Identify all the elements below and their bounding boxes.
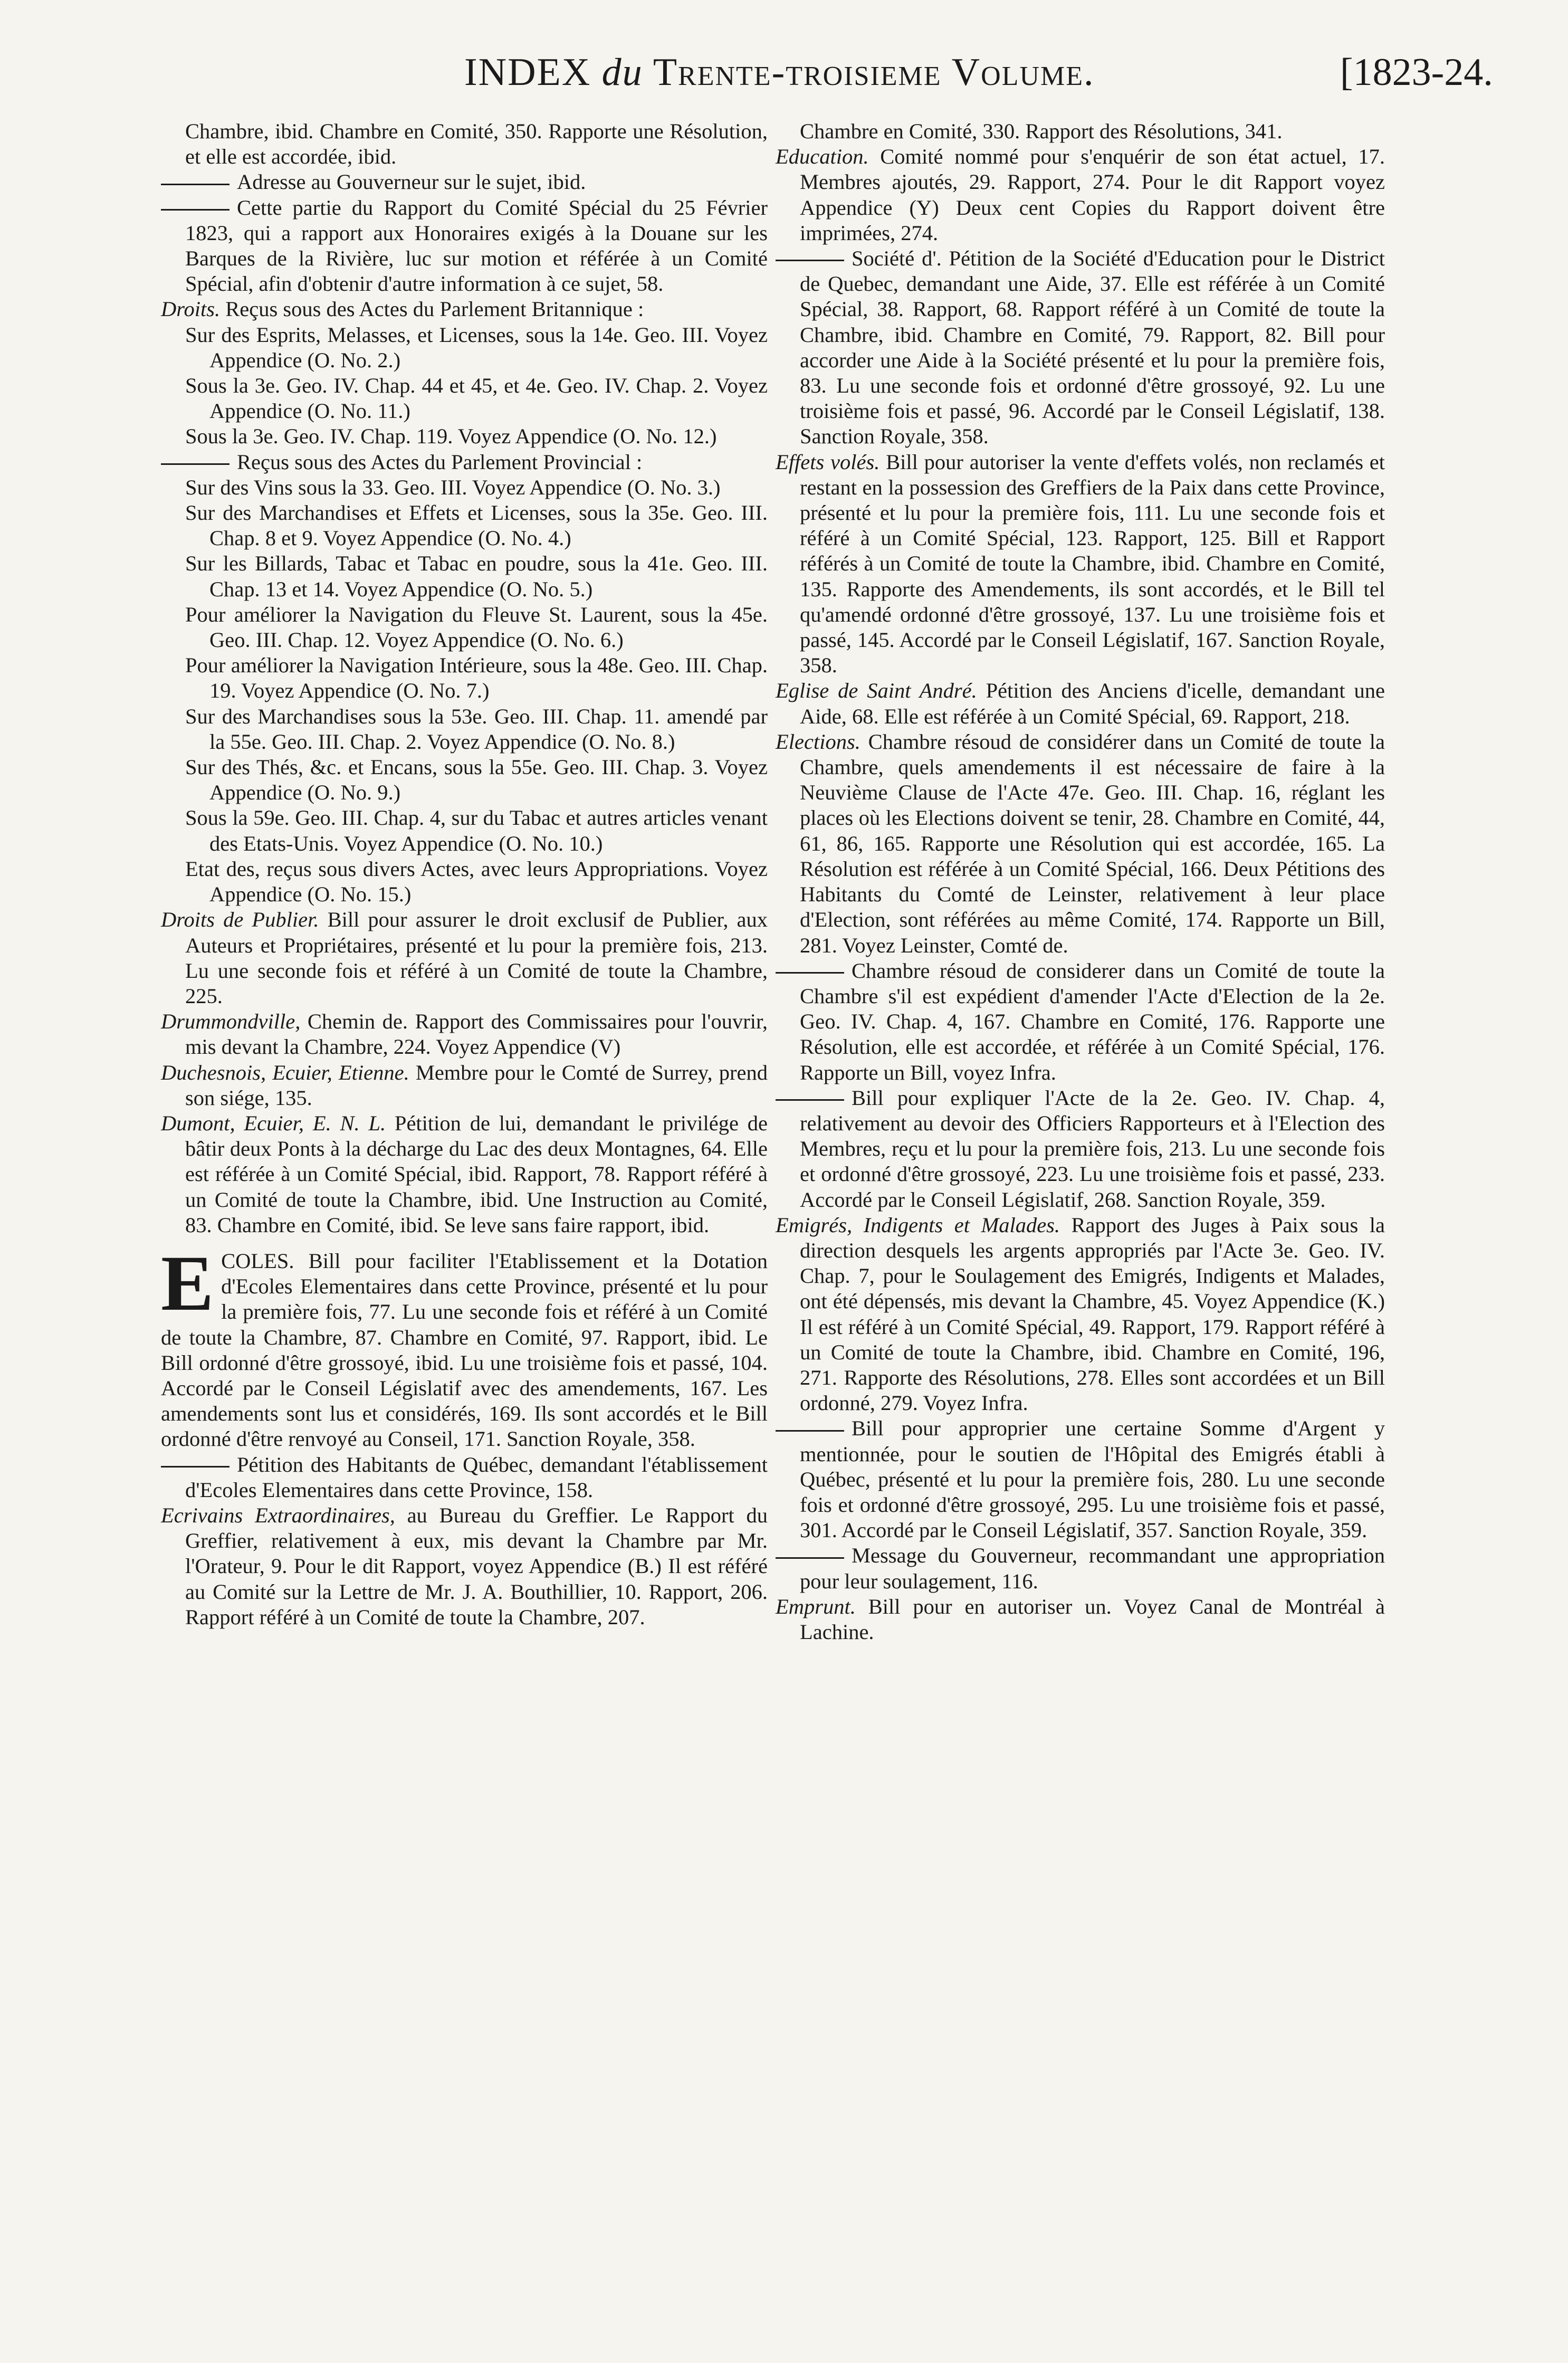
ditto-dash: [776, 1099, 844, 1101]
entry-text: Sur des Vins sous la 33. Geo. III. Voyez Appendice (O. No. 3.): [185, 475, 721, 499]
index-entry: [776, 678, 1385, 729]
entry-text: Sur les Billards, Tabac et Tabac en poudre, sous la 41e. Geo. III. Chap. 13 et 14. Voyez Appendice (O. No. 5.): [185, 551, 768, 601]
entry-text: Comité nommé pour s'enquérir de son état actuel, 17. Membres ajoutés, 29. Rapport, 274. Pour le dit Rapport voyez Appendice (Y) Deux cent Copies du Rapport doivent être imprimées, 274.: [800, 145, 1385, 245]
index-entry: [776, 1543, 1385, 1594]
ditto-dash: [776, 260, 844, 261]
entry-text: Message du Gouverneur, recommandant une appropriation pour leur soulagement, 116.: [800, 1543, 1385, 1593]
entry-text: Sur des Marchandises sous la 53e. Geo. III. Chap. 11. amendé par la 55e. Geo. III. Chap. 2. Voyez Appendice (O. No. 8.): [185, 704, 768, 754]
entry-text: Sous la 59e. Geo. III. Chap. 4, sur du Tabac et autres articles venant des Etats-Unis. Voyez Appendice (O. No. 10.): [185, 806, 768, 855]
ditto-dash: [776, 972, 844, 974]
index-entry: [776, 246, 1385, 450]
entry-text: Pour améliorer la Navigation du Fleuve St. Laurent, sous la 45e. Geo. III. Chap. 12. Voyez Appendice (O. No. 6.): [185, 602, 768, 652]
index-entry: [161, 653, 768, 703]
entry-text: Reçus sous des Actes du Parlement Britannique :: [220, 297, 644, 321]
index-entry: [776, 729, 1385, 958]
entry-term: Emigrés, Indigents et Malades.: [776, 1213, 1060, 1237]
index-entry: [161, 907, 768, 1009]
entry-term: Drummondville,: [161, 1009, 301, 1034]
entry-term: Effets volés.: [776, 450, 880, 474]
ecoles-text: Bill pour faciliter l'Etablissement et la Dotation d'Ecoles Elementaires dans cette Province, présenté et lu pour la première fois, 77. Lu une seconde fois et référé à un Comité de toute la Chambre, 87. Chambre en Comité, 97. Rapport, ibid. Le Bill ordonné d'être grossoyé, ibid. Lu une troisième fois et passé, 104. Accordé par le Conseil Législatif avec des amendements, 167. Les amendements sont lus et considérés, 169. Ils sont accordés et le Bill ordonné d'être renvoyé au Conseil, 171. Sanction Royale, 358.: [161, 1249, 768, 1451]
index-entry: [161, 169, 768, 195]
ditto-dash: [776, 1557, 844, 1559]
entry-term: Education.: [776, 145, 869, 169]
index-entry: [161, 1503, 768, 1630]
entry-text: Chambre, ibid. Chambre en Comité, 350. Rapporte une Résolution, et elle est accordée, ibid.: [185, 119, 768, 169]
index-entry: [776, 958, 1385, 1085]
index-entry: [776, 1213, 1385, 1416]
dropcap-letter: E: [161, 1239, 214, 1327]
entry-text: Chambre résoud de considerer dans un Comité de toute la Chambre s'il est expédient d'amender l'Acte d'Election de la 2e. Geo. IV. Chap. 4, 167. Chambre en Comité, 176. Rapporte une Résolution, elle est accordée, et référée à un Comité Spécial, 176. Rapporte un Bill, voyez Infra.: [800, 958, 1385, 1084]
index-entry: [776, 1085, 1385, 1213]
entry-term: Duchesnois, Ecuier, Etienne.: [161, 1060, 409, 1084]
title-rest: Trente-troisieme Volume.: [643, 51, 1095, 94]
index-entry: [161, 450, 768, 475]
index-entry: [161, 322, 768, 373]
index-entry: [776, 1594, 1385, 1645]
entry-text: Adresse au Gouverneur sur le sujet, ibid.: [237, 170, 586, 194]
entry-text: Bill pour en autoriser un. Voyez Canal de Montréal à Lachine.: [800, 1594, 1385, 1644]
entry-text: Rapport des Juges à Paix sous la direction desquels les argents appropriés par l'Acte 3e. Geo. IV. Chap. 7, pour le Soulagement des Emigrés, Indigents et Malades, ont été dépensés, mis devant la Chambre, 45. Voyez Appendice (K.) Il est référé à un Comité Spécial, 49. Rapport, 179. Rapport référé à un Comité de toute la Chambre, ibid. Chambre en Comité, 196, 271. Rapporte des Résolutions, 278. Elles sont accordées et un Bill ordonné, 279. Voyez Infra.: [800, 1213, 1385, 1415]
title-main: INDEX: [464, 51, 602, 94]
index-entry: [776, 119, 1385, 144]
entry-text: Société d'. Pétition de la Société d'Education pour le District de Quebec, demandant une Aide, 37. Elle est référée à un Comité Spécial, 38. Rapport, 68. Rapport référé à un Comité de toute la Chambre, ibid. Chambre en Comité, 79. Rapport, 82. Bill pour accorder une Aide à la Société présenté et lu pour la première fois, 83. Lu une seconde fois et ordonné d'être grossoyé, 92. Lu une troisième fois et passé, 96. Accordé par le Conseil Législatif, 138. Sanction Royale, 358.: [800, 246, 1385, 449]
entry-text: Cette partie du Rapport du Comité Spécial du 25 Février 1823, qui a rapport aux Honoraires exigés à la Douane sur les Barques de la Rivière, luc sur motion et référée à un Comité Spécial, afin d'obtenir d'autre information à ce sujet, 58.: [185, 195, 768, 296]
left-entries: [161, 119, 768, 1238]
index-entry: [161, 1111, 768, 1238]
entry-text: Chemin de. Rapport des Commissaires pour l'ouvrir, mis devant la Chambre, 224. Voyez Appendice (V): [185, 1009, 768, 1059]
index-entry: [161, 373, 768, 424]
ecoles-lead: COLES.: [221, 1249, 294, 1273]
index-entry: [161, 1009, 768, 1060]
ditto-dash: [161, 184, 230, 185]
right-entries: [776, 119, 1385, 1645]
index-entry: [161, 704, 768, 755]
entry-text: Bill pour assurer le droit exclusif de Publier, aux Auteurs et Propriétaires, présenté et lu pour la première fois, 213. Lu une seconde fois et référé à un Comité de toute la Chambre, 225.: [185, 908, 768, 1008]
entry-term: Emprunt.: [776, 1594, 856, 1618]
entry-term: Droits de Publier.: [161, 908, 319, 932]
page-title: [464, 50, 1095, 95]
entry-text: Pour améliorer la Navigation Intérieure, sous la 48e. Geo. III. Chap. 19. Voyez Appendice (O. No. 7.): [185, 653, 768, 703]
index-entry: [161, 424, 768, 449]
entry-text: Pétition des Habitants de Québec, demandant l'établissement d'Ecoles Elementaires dans cette Province, 158.: [185, 1452, 768, 1502]
entry-term: Ecrivains Extraordinaires,: [161, 1503, 395, 1527]
entry-text: Membre pour le Comté de Surrey, prend son siége, 135.: [185, 1060, 768, 1110]
entry-term: Elections.: [776, 729, 861, 754]
entry-term: Dumont, Ecuier, E. N. L.: [161, 1111, 386, 1135]
entry-text: Chambre en Comité, 330. Rapport des Résolutions, 341.: [800, 119, 1283, 143]
entry-text: Bill pour expliquer l'Acte de la 2e. Geo. IV. Chap. 4, relativement au devoir des Officiers Rapporteurs et à l'Election des Membres, reçu et lu pour la première fois, 213. Lu une seconde fois et ordonné d'être grossoyé, 223. Lu une troisième fois et passé, 233. Accordé par le Conseil Législatif, 268. Sanction Royale, 359.: [800, 1085, 1385, 1212]
entry-text: Bill pour approprier une certaine Somme d'Argent y mentionnée, pour le soutien de l'Hôpital des Emigrés établi à Québec, présenté et lu pour la première fois, 280. Lu une seconde fois et ordonné d'être grossoyé, 295. Lu une troisième fois et passé, 301. Accordé par le Conseil Législatif, 357. Sanction Royale, 359.: [800, 1416, 1385, 1542]
index-entry: [161, 755, 768, 805]
entry-text: Chambre résoud de considérer dans un Comité de toute la Chambre, quels amendements il est nécessaire de faire à la Neuvième Clause de l'Acte 47e. Geo. III. Chap. 16, réglant les places où les Elections doivent se tenir, 28. Chambre en Comité, 44, 61, 86, 165. Rapporte une Résolution qui est accordée, 165. La Résolution est référée à un Comité Spécial, 166. Deux Pétitions des Habitants du Comté de Leinster, relativement à leur place d'Election, sont référées au même Comité, 174. Rapporte un Bill, 281. Voyez Leinster, Comté de.: [800, 729, 1385, 957]
ecoles-entry: [161, 1239, 768, 1452]
index-entry: [161, 1452, 768, 1503]
entry-text: Etat des, reçus sous divers Actes, avec leurs Appropriations. Voyez Appendice (O. No. 15.): [185, 856, 768, 907]
index-entry: [161, 856, 768, 907]
entry-text: Sur des Thés, &c. et Encans, sous la 55e. Geo. III. Chap. 3. Voyez Appendice (O. No. 9.): [185, 755, 768, 805]
index-entry: [161, 297, 768, 322]
index-entry: [161, 551, 768, 602]
index-entry: [776, 1416, 1385, 1543]
index-entry: [161, 119, 768, 169]
ditto-dash: [161, 463, 230, 465]
index-entry: [161, 805, 768, 856]
entry-text: au Bureau du Greffier. Le Rapport du Greffier, relativement à eux, mis devant la Chambre par Mr. l'Orateur, 9. Pour le dit Rapport, voyez Appendice (B.) Il est référé au Comité sur la Lettre de Mr. J. A. Bouthillier, 10. Rapport, 206. Rapport référé à un Comité de toute la Chambre, 207.: [185, 1503, 768, 1629]
entry-term: Droits.: [161, 297, 221, 321]
left-column: [161, 119, 768, 1630]
index-entry: [161, 195, 768, 297]
index-entry: [161, 475, 768, 500]
ditto-dash: [161, 1466, 230, 1468]
index-entry: [161, 1060, 768, 1111]
entry-text: Reçus sous des Actes du Parlement Provincial :: [237, 450, 643, 474]
entry-text: Pétition de lui, demandant le privilége de bâtir deux Ponts à la décharge du Lac des deux Montagnes, 64. Elle est référée à un Comité Spécial, ibid. Rapport, 78. Rapport référé à un Comité de toute la Chambre, ibid. Une Instruction au Comité, 83. Chambre en Comité, ibid. Se leve sans faire rapport, ibid.: [185, 1111, 768, 1237]
title-italic: du: [601, 51, 643, 94]
entry-text: Sous la 3e. Geo. IV. Chap. 44 et 45, et 4e. Geo. IV. Chap. 2. Voyez Appendice (O. No. 11.): [185, 374, 768, 423]
ditto-dash: [776, 1430, 844, 1432]
left-tail-entries: [161, 1452, 768, 1630]
page-date-range: [1823-24.: [1340, 51, 1493, 94]
right-column: [776, 119, 1385, 1645]
entry-text: Sur des Marchandises et Effets et Licenses, sous la 35e. Geo. III. Chap. 8 et 9. Voyez Appendice (O. No. 4.): [185, 501, 768, 550]
entry-term: Eglise de Saint André.: [776, 679, 977, 703]
index-entry: [776, 144, 1385, 246]
page-header: [0, 50, 1568, 108]
entry-text: Pétition des Anciens d'icelle, demandant une Aide, 68. Elle est référée à un Comité Spécial, 69. Rapport, 218.: [800, 679, 1385, 728]
entry-text: Sur des Esprits, Melasses, et Licenses, sous la 14e. Geo. III. Voyez Appendice (O. No. 2.): [185, 322, 768, 372]
index-entry: [776, 450, 1385, 679]
entry-text: Sous la 3e. Geo. IV. Chap. 119. Voyez Appendice (O. No. 12.): [185, 424, 717, 449]
ditto-dash: [161, 209, 230, 211]
entry-text: Bill pour autoriser la vente d'effets volés, non reclamés et restant en la possession des Greffiers de la Paix dans cette Province, présenté et lu pour la première fois, 111. Lu une seconde fois et référé à un Comité Spécial, 123. Rapport, 125. Bill et Rapport référés à un Comité de toute la Chambre, ibid. Chambre en Comité, 135. Rapporte des Amendements, ils sont accordés, et le Bill tel qu'amendé ordonné d'être grossoyé, 137. Lu une troisième fois et passé, 145. Accordé par le Conseil Législatif, 167. Sanction Royale, 358.: [800, 450, 1385, 678]
index-entry: [161, 602, 768, 653]
index-entry: [161, 500, 768, 551]
